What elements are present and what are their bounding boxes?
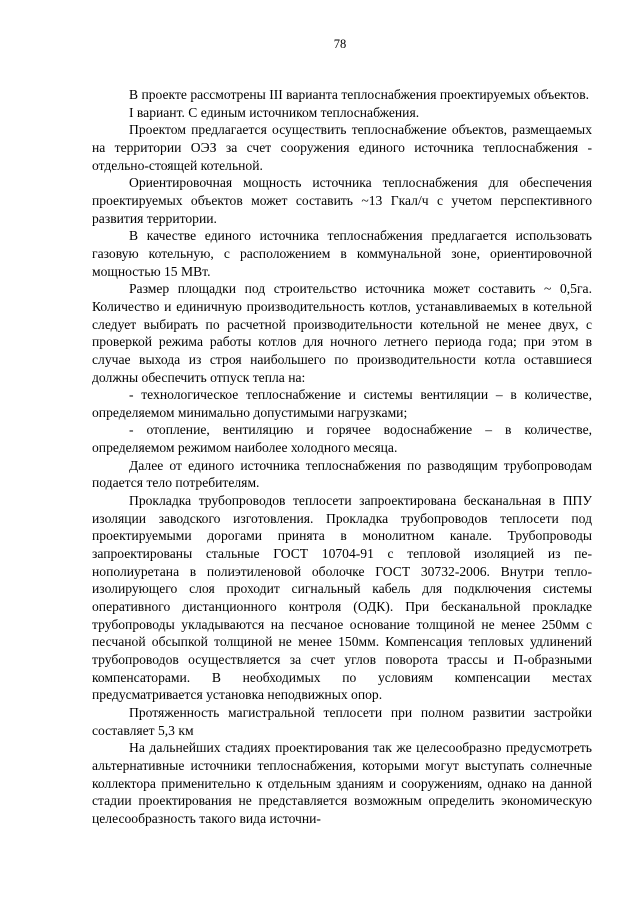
paragraph-single-source: Проектом предлагается осуществить теплоснабжение объектов, размещаемых на территории ОЭЗ за счет сооружения единого источника теплоснабжения - отдельно-стоящей котельной. <box>92 122 592 173</box>
paragraph-site-size: Размер площадки под строительство источника может составить ~ 0,5га. Количество и единичную производительность котлов, устанавливаемых в котельной следует выбирать по расчетной производительности котельной не менее двух, с проверкой режима работы котлов для ночного летнего периода года; при этом в случае выхода из строя наибольшего по производительности котла оставшиеся должны обеспечить отпуск тепла на: <box>92 281 592 385</box>
paragraph-variant-one-heading: I вариант. С единым источником теплоснабжения. <box>129 104 420 120</box>
paragraph-pipe-laying: Прокладка трубопроводов теплосети запроектирована бесканальная в ППУ изоляции заводского изготовления. Прокладка трубопроводов теплосети под проектируемыми дорогами принята в монолитном канале. Трубопроводы запроектированы стальные ГОСТ 10704-91 с тепловой изоляцией из пенополиуретана в полиэтиленовой оболочке ГОСТ 30732-2006. Внутри теплоизолирующего слоя проходит сигнальный кабель для подключения системы оперативного дистанционного контроля (ОДК). При бесканальной прокладке трубопроводы укладываются на песчаное основание толщиной не менее 250мм с песчаной обсыпкой толщиной не менее 150мм. Компенсация тепловых удлинений трубопроводов осуществляется за счет углов поворота трассы и П-образными компенсаторами. В необходимых по условиям компенсации местах предусматривается установка неподвижных опор. <box>92 493 592 703</box>
paragraph-variants-intro: В проекте рассмотрены III варианта теплоснабжения проектируемых объектов. <box>129 87 590 102</box>
paragraph-gas-boiler: В качестве единого источника теплоснабжения предлагается использовать газовую котельную, с расположением в коммунальной зоне, ориентировочной мощностью 15 МВт. <box>92 228 592 279</box>
paragraph-distribution: Далее от единого источника теплоснабжения по разводящим трубопроводам подается тело потребителям. <box>92 457 592 491</box>
paragraph-network-length: Протяженность магистральной теплосети при полном развитии застройки составляет 5,3 км <box>92 704 592 738</box>
paragraph-list-item-heating: - отопление, вентиляцию и горячее водоснабжение – в количестве, определяемом режимом наиболее холодного месяца. <box>92 422 592 456</box>
paragraph-capacity: Ориентировочная мощность источника теплоснабжения для обеспечения проектируемых объектов может составить ~13 Гкал/ч с учетом перспективного развития территории. <box>92 175 592 226</box>
paragraph-alternative-sources: На дальнейших стадиях проектирования так же целесообразно предусмотреть альтернативные источники теплоснабжения, которыми могут выступать солнечные коллектора применительно к отдельным зданиям и сооружениям, однако на данной стадии проектирования не представляется возможным определить экономическую целесообразность такого вида источни- <box>92 740 592 826</box>
page-number: 78 <box>333 37 347 51</box>
document-body <box>92 86 592 828</box>
paragraph-list-item-technological: - технологическое теплоснабжение и системы вентиляции – в количестве, определяемом минимально допустимыми нагрузками; <box>92 387 592 420</box>
